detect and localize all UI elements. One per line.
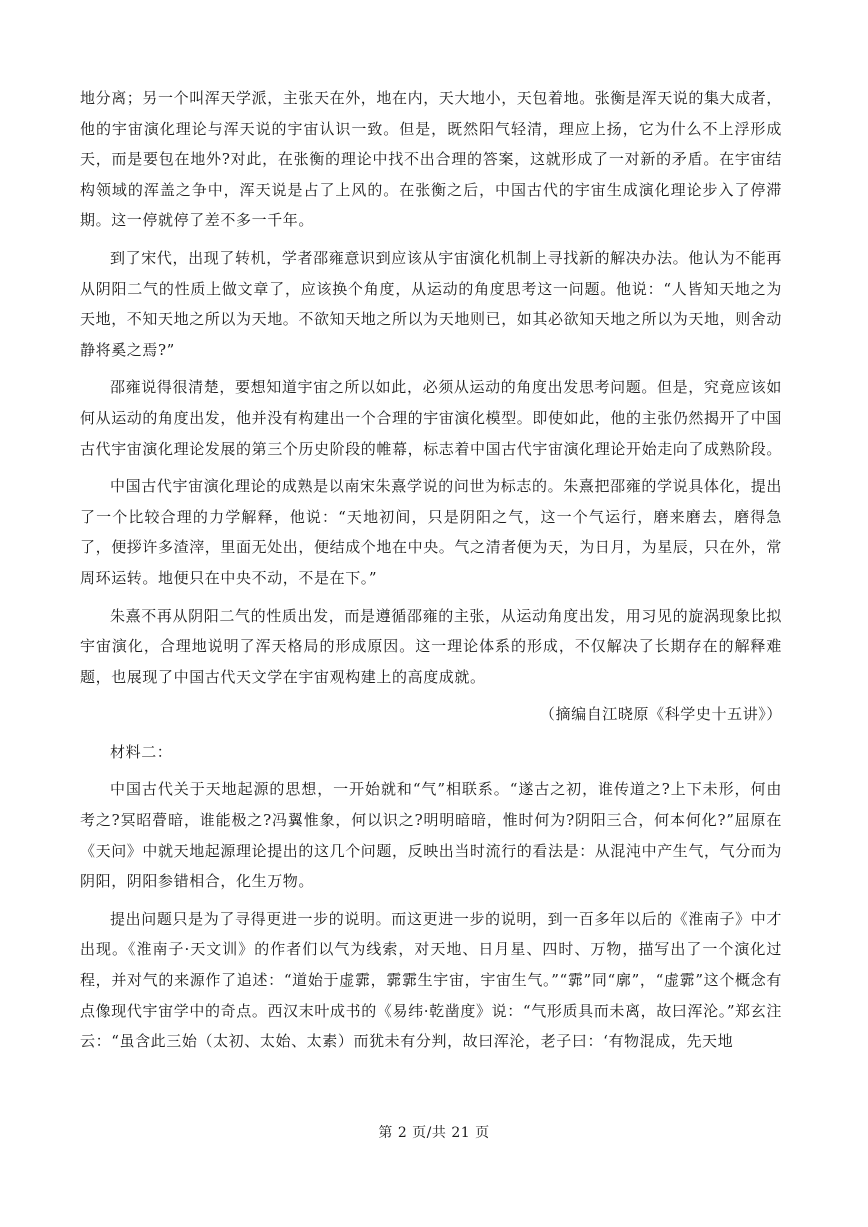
paragraph-2: 到了宋代，出现了转机，学者邵雍意识到应该从宇宙演化机制上寻找新的解决办法。他认为不能再从阴阳二气的性质上做文章了，应该换个角度，从运动的角度思考这一问题。他说：“人皆知天地之为天地，不知天地之所以为天地。不欲知天地之所以为天地则已，如其必欲知天地之所以为天地，则舍动静将奚之焉?” <box>80 248 783 359</box>
paragraph-5: 朱熹不再从阴阳二气的性质出发，而是遵循邵雍的主张，从运动角度出发，用习见的旋涡现象比拟宇宙演化，合理地说明了浑天格局的形成原因。这一理论体系的形成，不仅解决了长期存在的解释难题，也展现了中国古代天文学在宇宙观构建上的高度成就。 <box>80 606 782 686</box>
paragraph-3: 邵雍说得很清楚，要想知道宇宙之所以如此，必须从运动的角度出发思考问题。但是，究竟应该如何从运动的角度出发，他并没有构建出一个合理的宇宙演化模型。即使如此，他的主张仍然揭开了中国古代宇宙演化理论发展的第三个历史阶段的帷幕，标志着中国古代宇宙演化理论开始走向了成熟阶段。 <box>80 378 783 458</box>
paragraph-4: 中国古代宇宙演化理论的成熟是以南宋朱熹学说的问世为标志的。朱熹把邵雍的学说具体化，提出了一个比较合理的力学解释，他说：“天地初间，只是阴阳之气，这一个气运行，磨来磨去，磨得急了，便拶许多渣滓，里面无处出，便结成个地在中央。气之清者便为天，为日月，为星辰，只在外，常周环运转。地便只在中央不动，不是在下。” <box>80 477 783 587</box>
document-page <box>80 83 782 1064</box>
paragraph-6: 中国古代关于天地起源的思想，一开始就和“气”相联系。“遂古之初，谁传道之?上下未形，何由考之?冥昭瞢暗，谁能极之?冯翼惟象，何以识之?明明暗暗，惟时何为?阴阳三合，何本何化?”屈原在《天问》中就天地起源理论提出的这几个问题，反映出当时流行的看法是：从混沌中产生气，气分而为阴阳，阴阳参错相合，化生万物。 <box>80 780 783 891</box>
paragraph-7: 提出问题只是为了寻得更进一步的说明。而这更进一步的说明，到一百多年以后的《淮南子》中才出现。《淮南子·天文训》的作者们以气为线索，对天地、日月星、四时、万物，描写出了一个演化过程，并对气的来源作了追述：“道始于虚霩，霩霩生宇宙，宇宙生气。”“霩”同“廓”，“虚霩”这个概念有点像现代宇宙学中的奇点。西汉末叶成书的《易纬·乾凿度》说：“气形质具而未离，故曰浑沦。”郑玄注云：“虽含此三始（太初、太始、太素）而犹未有分判，故曰浑沦，老子曰：‘有物混成，先天地 <box>80 909 782 1051</box>
material-heading: 材料二： <box>110 742 173 761</box>
page-footer: 第 2 页/共 21 页 <box>378 1125 490 1141</box>
paragraph-1: 地分离；另一个叫浑天学派，主张天在外，地在内，天大地小，天包着地。张衡是浑天说的集大成者，他的宇宙演化理论与浑天说的宇宙认识一致。但是，既然阳气轻清，理应上扬，它为什么不上浮形成天，而是要包在地外?对此，在张衡的理论中找不出合理的答案，这就形成了一对新的矛盾。在宇宙结构领域的浑盖之争中，浑天说是占了上风的。在张衡之后，中国古代的宇宙生成演化理论步入了停滞期。这一停就停了差不多一千年。 <box>80 89 783 230</box>
source-citation: （摘编自江晓原《科学史十五讲》） <box>539 705 782 724</box>
